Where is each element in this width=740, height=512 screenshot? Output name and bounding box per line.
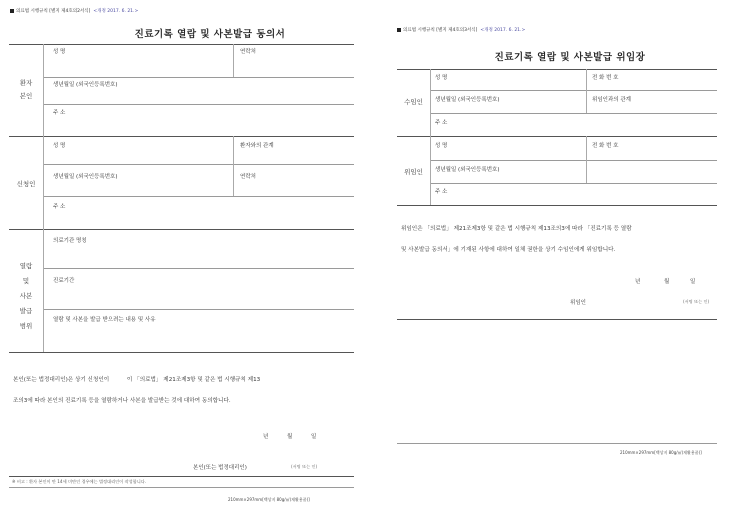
table-bottom-rule xyxy=(397,205,717,206)
row-rule xyxy=(430,183,717,184)
note-rule xyxy=(9,476,354,477)
form-header xyxy=(397,27,525,33)
form-code: 의료법 시행규칙 [별지 제4호의2서식] xyxy=(16,9,91,14)
field-agent-phone: 전 화 번 호 xyxy=(592,75,619,81)
col-rule xyxy=(586,136,587,183)
page-bottom-rule xyxy=(397,443,717,444)
field-agent-address: 주 소 xyxy=(435,120,448,126)
field-patient-birth: 생년월일 (외국인등록번호) xyxy=(53,82,118,88)
section-rule xyxy=(9,229,354,230)
field-applicant-name: 성 명 xyxy=(53,143,66,149)
row-rule xyxy=(43,104,354,105)
proxy-form xyxy=(370,0,740,512)
form-title: 진료기록 열람 및 사본발급 동의서 xyxy=(134,29,286,40)
section-patient-label: 환자 본인 xyxy=(19,79,33,100)
consent-statement xyxy=(13,370,358,412)
row-rule xyxy=(43,77,354,78)
section-rule xyxy=(9,136,354,137)
sign-note: (서명 또는 인) xyxy=(683,299,710,304)
paper-spec: 210mm×297mm[백상지 80g/㎡(재활용품)] xyxy=(228,497,310,502)
section-scope xyxy=(9,259,43,334)
section-patient xyxy=(9,77,43,103)
note-text: ※ 비고 : 환자 본인이 만 14세 미만인 경우에는 법정대리인이 작성합니다. xyxy=(12,479,147,484)
statement-line-2: 및 사본발급 동의서」에 기재된 사항에 대하여 일체 권한을 상기 수임인에게 위임합니다. xyxy=(401,247,616,253)
row-rule xyxy=(43,309,354,310)
form-code: 의료법 시행규칙 [별지 제4호의3서식] xyxy=(403,28,478,33)
row-rule xyxy=(430,160,717,161)
field-applicant-contact: 연락처 xyxy=(240,174,256,180)
statement-line-1: 본인(또는 법정대리인)은 상기 신청인이 이 「의료법」 제21조제3항 및 같은 법 시행규칙 제13 xyxy=(13,377,261,383)
signer-label: 본인(또는 법정대리인) xyxy=(193,465,247,471)
section-principal: 위임인 xyxy=(404,168,423,176)
section-agent: 수임인 xyxy=(404,98,423,106)
table-top-rule xyxy=(9,44,354,45)
date-day: 일 xyxy=(311,434,317,440)
col-rule xyxy=(43,44,44,352)
note-bottom-rule xyxy=(9,487,354,488)
field-institution: 의료기관 명칭 xyxy=(53,238,87,244)
field-patient-contact: 연락처 xyxy=(240,49,256,55)
statement-line-2: 조의3에 따라 본인의 진료기록 등을 열람하거나 사본을 발급받는 것에 대하여 동의합니다. xyxy=(13,398,231,404)
form-revision: <개정 2017. 6. 21.> xyxy=(93,9,139,14)
field-principal-name: 성 명 xyxy=(435,143,448,149)
field-agent-name: 성 명 xyxy=(435,75,448,81)
table-top-rule xyxy=(397,69,717,70)
paper-spec: 210mm×297mm[백상지 80g/㎡(재활용품)] xyxy=(620,450,702,455)
row-rule xyxy=(430,90,717,91)
field-principal-address: 주 소 xyxy=(435,189,448,195)
col-rule xyxy=(233,136,234,196)
field-principal-birth: 생년월일 (외국인등록번호) xyxy=(435,167,500,173)
row-rule xyxy=(43,164,354,165)
bullet-icon xyxy=(10,9,14,13)
form-header xyxy=(10,8,138,14)
col-rule xyxy=(430,69,431,205)
form-revision: <개정 2017. 6. 21.> xyxy=(480,28,526,33)
field-applicant-relation: 환자와의 관계 xyxy=(240,143,274,149)
field-applicant-birth: 생년월일 (외국인등록번호) xyxy=(53,174,118,180)
row-rule xyxy=(43,268,354,269)
section-scope-label: 열람 및 사본 발급 범위 xyxy=(19,262,33,330)
signer-label: 위임인 xyxy=(570,300,586,306)
table-bottom-rule xyxy=(9,352,354,353)
bullet-icon xyxy=(397,28,401,32)
field-content: 열람 및 사본을 발급 받으려는 내용 및 사유 xyxy=(53,317,156,323)
section-rule xyxy=(397,136,717,137)
form-title: 진료기록 열람 및 사본발급 위임장 xyxy=(494,52,646,63)
date-year: 년 xyxy=(635,279,641,285)
field-patient-name: 성 명 xyxy=(53,49,66,55)
signature-rule xyxy=(397,319,717,320)
proxy-statement xyxy=(401,219,721,261)
row-rule xyxy=(43,196,354,197)
date-year: 년 xyxy=(263,434,269,440)
field-patient-address: 주 소 xyxy=(53,110,66,116)
col-rule xyxy=(586,69,587,113)
sign-note: (서명 또는 인) xyxy=(291,464,318,469)
field-agent-relation: 위임인과의 관계 xyxy=(592,97,631,103)
col-rule xyxy=(233,44,234,77)
section-applicant: 신청인 xyxy=(16,180,36,188)
date-day: 일 xyxy=(690,279,696,285)
field-agent-birth: 생년월일 (외국인등록번호) xyxy=(435,97,500,103)
statement-line-1: 위임인은 「의료법」 제21조제3항 및 같은 법 시행규칙 제13조의3에 따라 「진료기록 등 열람 xyxy=(401,226,632,232)
date-month: 월 xyxy=(664,279,670,285)
date-month: 월 xyxy=(287,434,293,440)
row-rule xyxy=(430,113,717,114)
field-applicant-address: 주 소 xyxy=(53,204,66,210)
field-period: 진료기간 xyxy=(53,278,75,284)
field-principal-phone: 전 화 번 호 xyxy=(592,143,619,149)
